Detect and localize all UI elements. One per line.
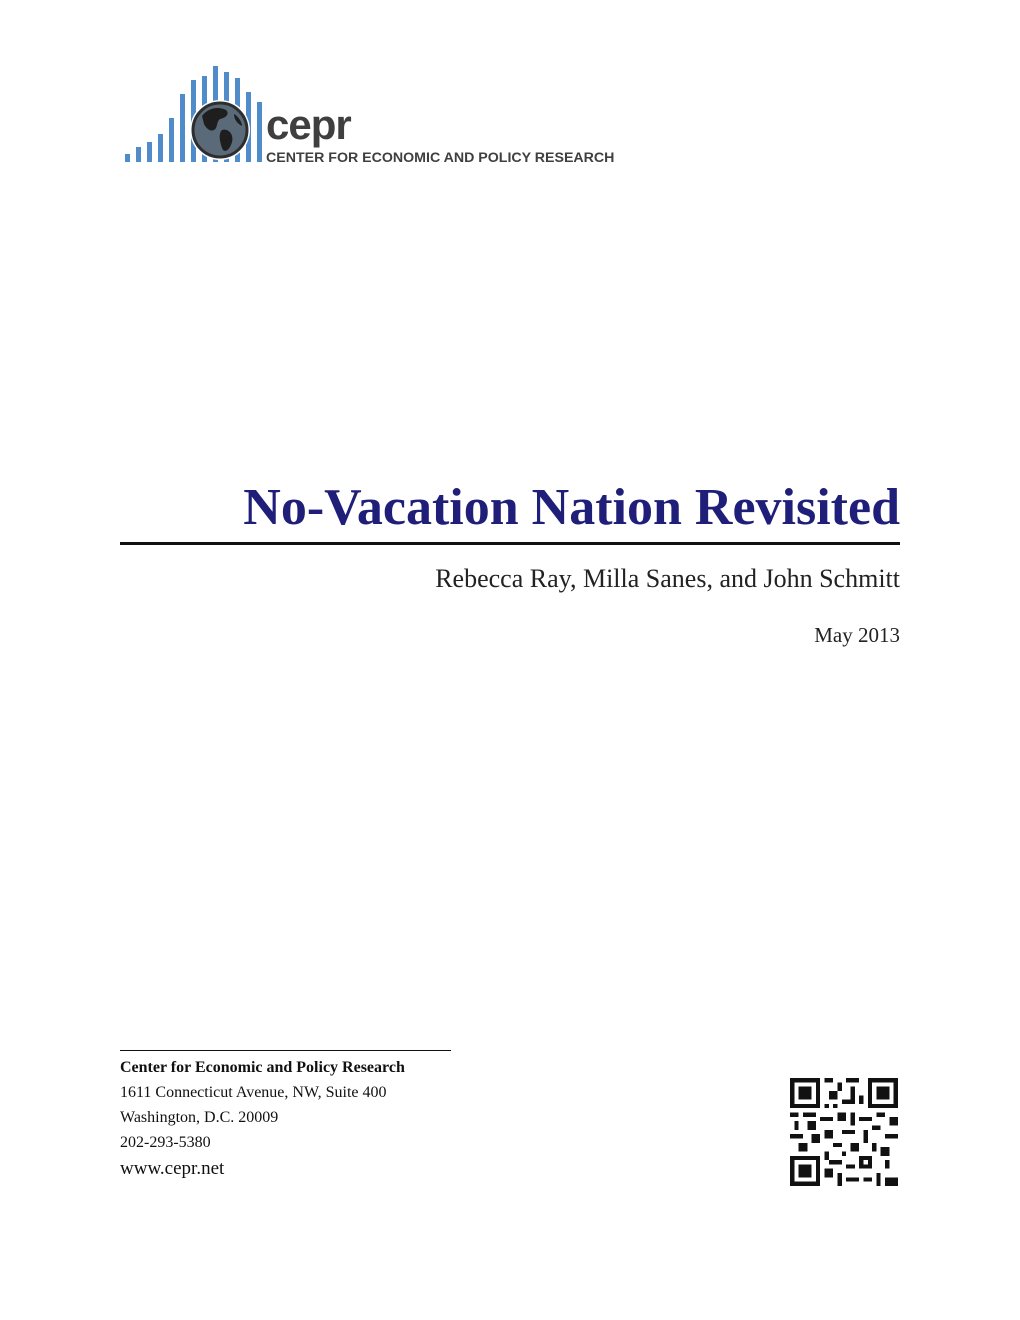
contact-street: 1611 Connecticut Avenue, NW, Suite 400 [120, 1084, 387, 1101]
contact-phone: 202-293-5380 [120, 1134, 211, 1151]
logo-bars-globe-icon [122, 64, 262, 168]
title-divider [120, 542, 900, 545]
contact-block [120, 1055, 405, 1183]
logo-tagline: CENTER FOR ECONOMIC AND POLICY RESEARCH [266, 150, 615, 166]
report-title: No-Vacation Nation Revisited [243, 479, 900, 536]
report-authors: Rebecca Ray, Milla Sanes, and John Schmitt [435, 564, 900, 593]
report-date: May 2013 [814, 623, 900, 647]
cepr-logo [122, 64, 682, 168]
footer-divider [120, 1050, 451, 1051]
contact-website-link[interactable]: www.cepr.net [120, 1158, 225, 1179]
contact-city: Washington, D.C. 20009 [120, 1109, 279, 1126]
qr-code-icon [790, 1078, 898, 1186]
contact-organization: Center for Economic and Policy Research [120, 1059, 405, 1076]
logo-wordmark: cepr [266, 101, 351, 148]
